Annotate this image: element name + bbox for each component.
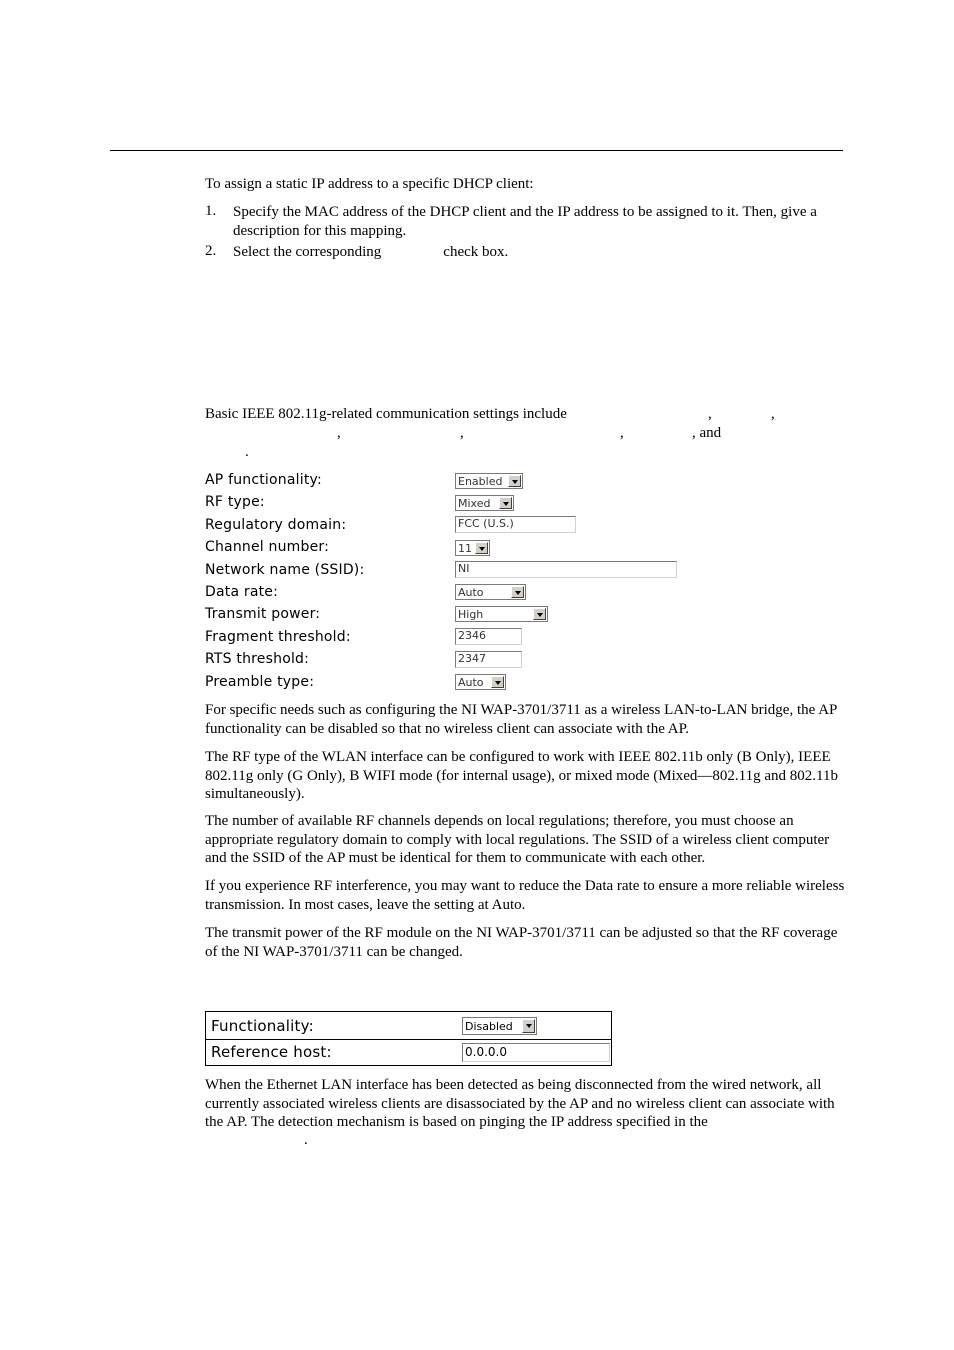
- paragraph-transmit-power: The transmit power of the RF module on the NI WAP-3701/3711 can be adjusted so that the RF coverage of the NI WAP-3701/3711 can be changed.: [205, 925, 838, 960]
- rf-type-label: RF type:: [205, 494, 265, 510]
- step-1-text: Specify the MAC address of the DHCP client and the IP address to be assigned to it. Then, give a description for this mapping.: [233, 204, 817, 239]
- reference-host-field[interactable]: 0.0.0.0: [462, 1043, 610, 1062]
- paragraph-rf-type: The RF type of the WLAN interface can be configured to work with IEEE 802.11b only (B Only), IEEE 802.11g only (G Only), B WIFI mode (for internal usage), or mixed mode (Mixed—802.11g and 802.11b simultaneously).: [205, 749, 838, 802]
- preamble-type-label: Preamble type:: [205, 674, 315, 690]
- step-2-number: 2.: [205, 243, 217, 259]
- paragraph-ap-functionality: For specific needs such as configuring the NI WAP-3701/3711 as a wireless LAN-to-LAN bridge, the AP functionality can be disabled so that no wireless client can associate with the AP.: [205, 702, 837, 737]
- punct-3: ,: [337, 425, 341, 441]
- basic-settings-intro: Basic IEEE 802.11g-related communication settings include: [205, 406, 567, 422]
- fragment-threshold-field[interactable]: 2346: [455, 628, 522, 645]
- chevron-down-icon: [522, 1019, 535, 1033]
- header-rule: [110, 150, 843, 151]
- rts-threshold-label: RTS threshold:: [205, 651, 310, 667]
- transmit-power-select[interactable]: High: [455, 606, 548, 622]
- chevron-down-icon: [511, 586, 524, 598]
- step-2-post: check box.: [443, 244, 509, 260]
- step-2-text: [233, 243, 843, 262]
- paragraph-link-detection: When the Ethernet LAN interface has been detected as being disconnected from the wired network, all currently associated wireless clients are disassociated by the AP and no wireless client can associate with the AP. The detection mechanism is based on pinging the IP address specified in the: [205, 1077, 835, 1130]
- punct-2: ,: [771, 406, 775, 422]
- final-period: .: [304, 1132, 308, 1148]
- reference-host-label: Reference host:: [211, 1043, 332, 1061]
- transmit-power-label: Transmit power:: [205, 606, 321, 622]
- ap-functionality-label: AP functionality:: [205, 472, 322, 488]
- regulatory-domain-field[interactable]: FCC (U.S.): [455, 516, 576, 533]
- chevron-down-icon: [508, 475, 521, 487]
- step-2-pre: Select the corresponding: [233, 244, 382, 260]
- ap-functionality-select[interactable]: Enabled: [455, 473, 523, 489]
- ssid-label: Network name (SSID):: [205, 562, 365, 578]
- functionality-select[interactable]: Disabled: [462, 1017, 537, 1035]
- chevron-down-icon: [533, 608, 546, 620]
- fragment-threshold-label: Fragment threshold:: [205, 629, 351, 645]
- channel-number-label: Channel number:: [205, 539, 330, 555]
- punct-7: .: [245, 444, 249, 460]
- rts-threshold-field[interactable]: 2347: [455, 651, 522, 668]
- punct-6: , and: [692, 425, 722, 441]
- chevron-down-icon: [499, 497, 512, 509]
- paragraph-regulatory: The number of available RF channels depends on local regulations; therefore, you must choose an appropriate regulatory domain to comply with local regulations. The SSID of a wireless client computer and the SSID of the AP must be identical for them to communicate with each other.: [205, 813, 830, 866]
- intro-text: To assign a static IP address to a specific DHCP client:: [205, 176, 534, 192]
- chevron-down-icon: [475, 542, 488, 554]
- form-divider: [206, 1039, 611, 1040]
- data-rate-select[interactable]: Auto: [455, 584, 526, 600]
- preamble-type-select[interactable]: Auto: [455, 674, 506, 690]
- rf-type-select[interactable]: Mixed: [455, 495, 514, 511]
- functionality-label: Functionality:: [211, 1017, 314, 1035]
- step-1-number: 1.: [205, 203, 217, 219]
- data-rate-label: Data rate:: [205, 584, 279, 600]
- punct-5: ,: [620, 425, 624, 441]
- regulatory-domain-label: Regulatory domain:: [205, 517, 347, 533]
- link-detection-form: [205, 1011, 612, 1066]
- punct-1: ,: [708, 406, 712, 422]
- chevron-down-icon: [491, 676, 504, 688]
- paragraph-data-rate: If you experience RF interference, you may want to reduce the Data rate to ensure a more reliable wireless transmission. In most cases, leave the setting at Auto.: [205, 878, 845, 913]
- ssid-field[interactable]: NI: [455, 561, 677, 578]
- channel-number-select[interactable]: 11: [455, 540, 490, 556]
- punct-4: ,: [460, 425, 464, 441]
